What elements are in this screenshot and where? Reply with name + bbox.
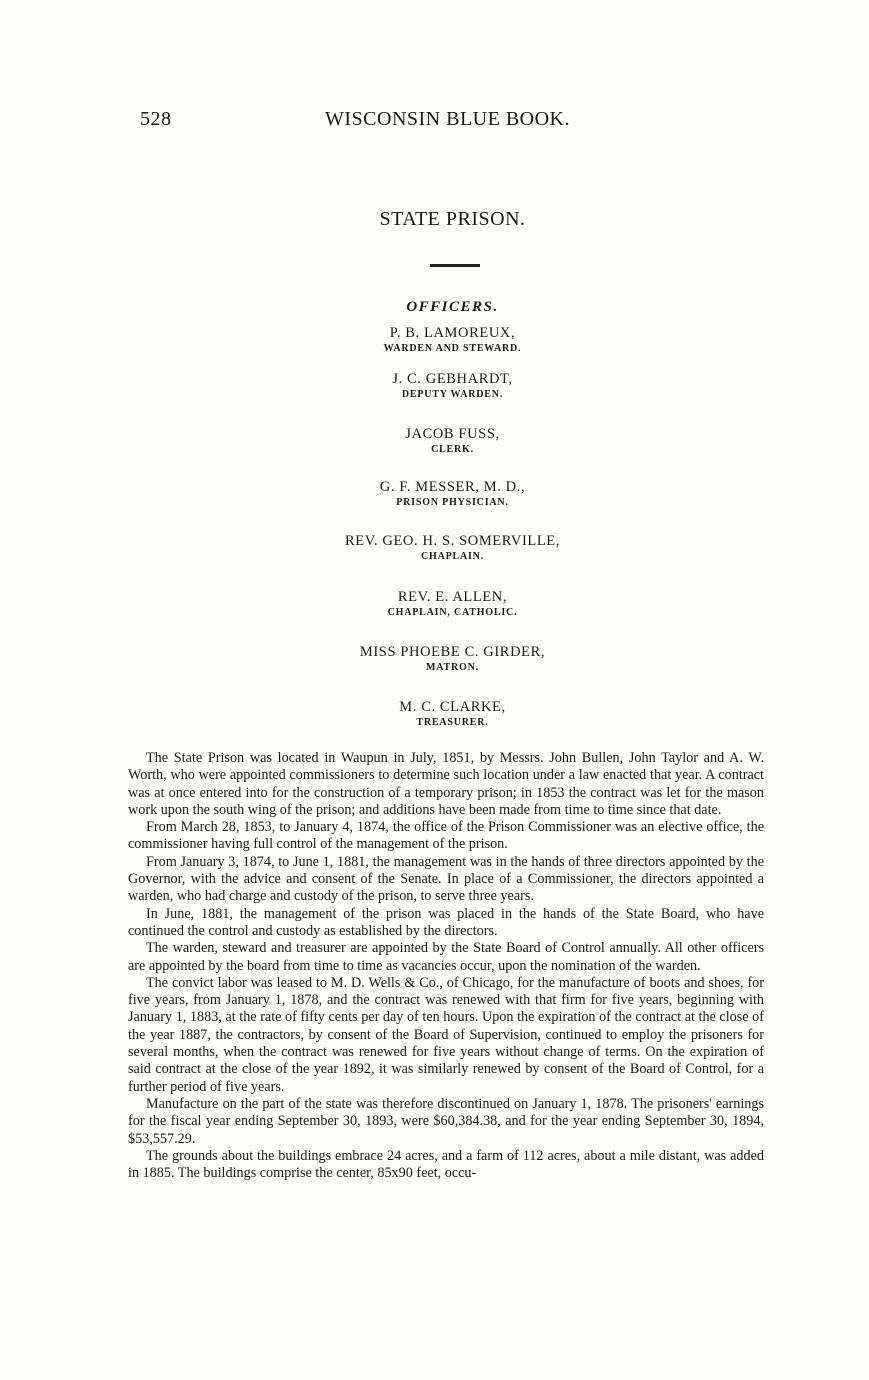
officer-name: P. B. LAMOREUX, — [389, 325, 516, 341]
officer-name: REV. GEO. H. S. SOMERVILLE, — [345, 533, 560, 549]
paragraph: The grounds about the buildings embrace 24 acres, and a farm of 112 acres, about a mile distant, was added in 1885. The buildings comprise the center, 85x90 feet, occu- — [128, 1147, 764, 1182]
paragraph: The convict labor was leased to M. D. Wells & Co., of Chicago, for the manufacture of boots and shoes, for five years, from January 1, 1878, and the contract was renewed with that firm for five years, beginning with January 1, 1883, at the rate of fifty cents per day of ten hours. Upon the expiration of the contract at the close of the year 1887, the contractors, by consent of the Board of Supervision, continued to employ the prisoners for several months, when the contract was renewed for five years without change of terms. On the expiration of said contract at the close of the year 1892, it was similarly renewed by consent of the Board of Control, for a further period of five years. — [128, 974, 764, 1095]
officer-entry — [0, 698, 869, 730]
paragraph: Manufacture on the part of the state was therefore discontinued on January 1, 1878. The prisoners' earnings for the fiscal year ending September 30, 1893, were $60,384.38, and for the year ending September 30, 1894, $53,557.29. — [128, 1095, 764, 1147]
officer-entry — [0, 532, 869, 564]
title-rule — [430, 264, 480, 267]
officer-title: TREASURER. — [416, 717, 489, 728]
officer-entry — [0, 425, 869, 457]
officer-title: CHAPLAIN, CATHOLIC. — [387, 607, 518, 618]
body-text — [128, 750, 764, 1182]
running-head — [140, 108, 760, 136]
page-number: 528 — [140, 108, 172, 130]
officer-name: M. C. CLARKE, — [399, 699, 506, 715]
book-title: WISCONSIN BLUE BOOK. — [325, 108, 570, 130]
paragraph: From January 3, 1874, to June 1, 1881, the management was in the hands of three directors appointed by the Governor, with the advice and consent of the Senate. In place of a Commissioner, the directors appointed a warden, who had charge and custody of the prison, to serve three years. — [128, 853, 764, 905]
section-title: STATE PRISON. — [379, 208, 526, 230]
officer-title: DEPUTY WARDEN. — [401, 389, 504, 400]
officer-name: JACOB FUSS, — [405, 426, 500, 442]
paragraph: The State Prison was located in Waupun in July, 1851, by Messrs. John Bullen, John Taylor and A. W. Worth, who were appointed commissioners to determine such location under a law enacted that year. A contract was at once entered into for the construction of a temporary prison; in 1853 the contract was let for the mason work upon the south wing of the prison; and additions have been made from time to time since that date. — [128, 750, 764, 818]
officer-entry — [0, 324, 869, 356]
paragraph: The warden, steward and treasurer are appointed by the State Board of Control annually. All other officers are appointed by the board from time to time as vacancies occur, upon the nomination of the warden. — [128, 940, 764, 974]
officer-title: CLERK. — [431, 444, 474, 455]
officer-entry — [0, 588, 869, 620]
officer-title: MATRON. — [426, 662, 479, 673]
officers-heading: OFFICERS. — [406, 299, 499, 315]
officer-name: MISS PHOEBE C. GIRDER, — [359, 644, 546, 660]
officer-entry — [0, 643, 869, 675]
officer-title: CHAPLAIN. — [420, 551, 485, 562]
officer-name: REV. E. ALLEN, — [397, 589, 508, 605]
officer-title: PRISON PHYSICIAN. — [396, 497, 509, 508]
paragraph: In June, 1881, the management of the prison was placed in the hands of the State Board, who have continued the control and custody as established by the directors. — [128, 905, 764, 939]
officer-name: J. C. GEBHARDT, — [392, 371, 513, 387]
officer-name: G. F. MESSER, M. D., — [379, 479, 526, 495]
paragraph: From March 28, 1853, to January 4, 1874, the office of the Prison Commissioner was an elective office, the commissioner having full control of the management of the prison. — [128, 819, 764, 853]
officer-entry — [0, 478, 869, 510]
officer-title: WARDEN AND STEWARD. — [383, 343, 522, 354]
officer-entry — [0, 370, 869, 402]
